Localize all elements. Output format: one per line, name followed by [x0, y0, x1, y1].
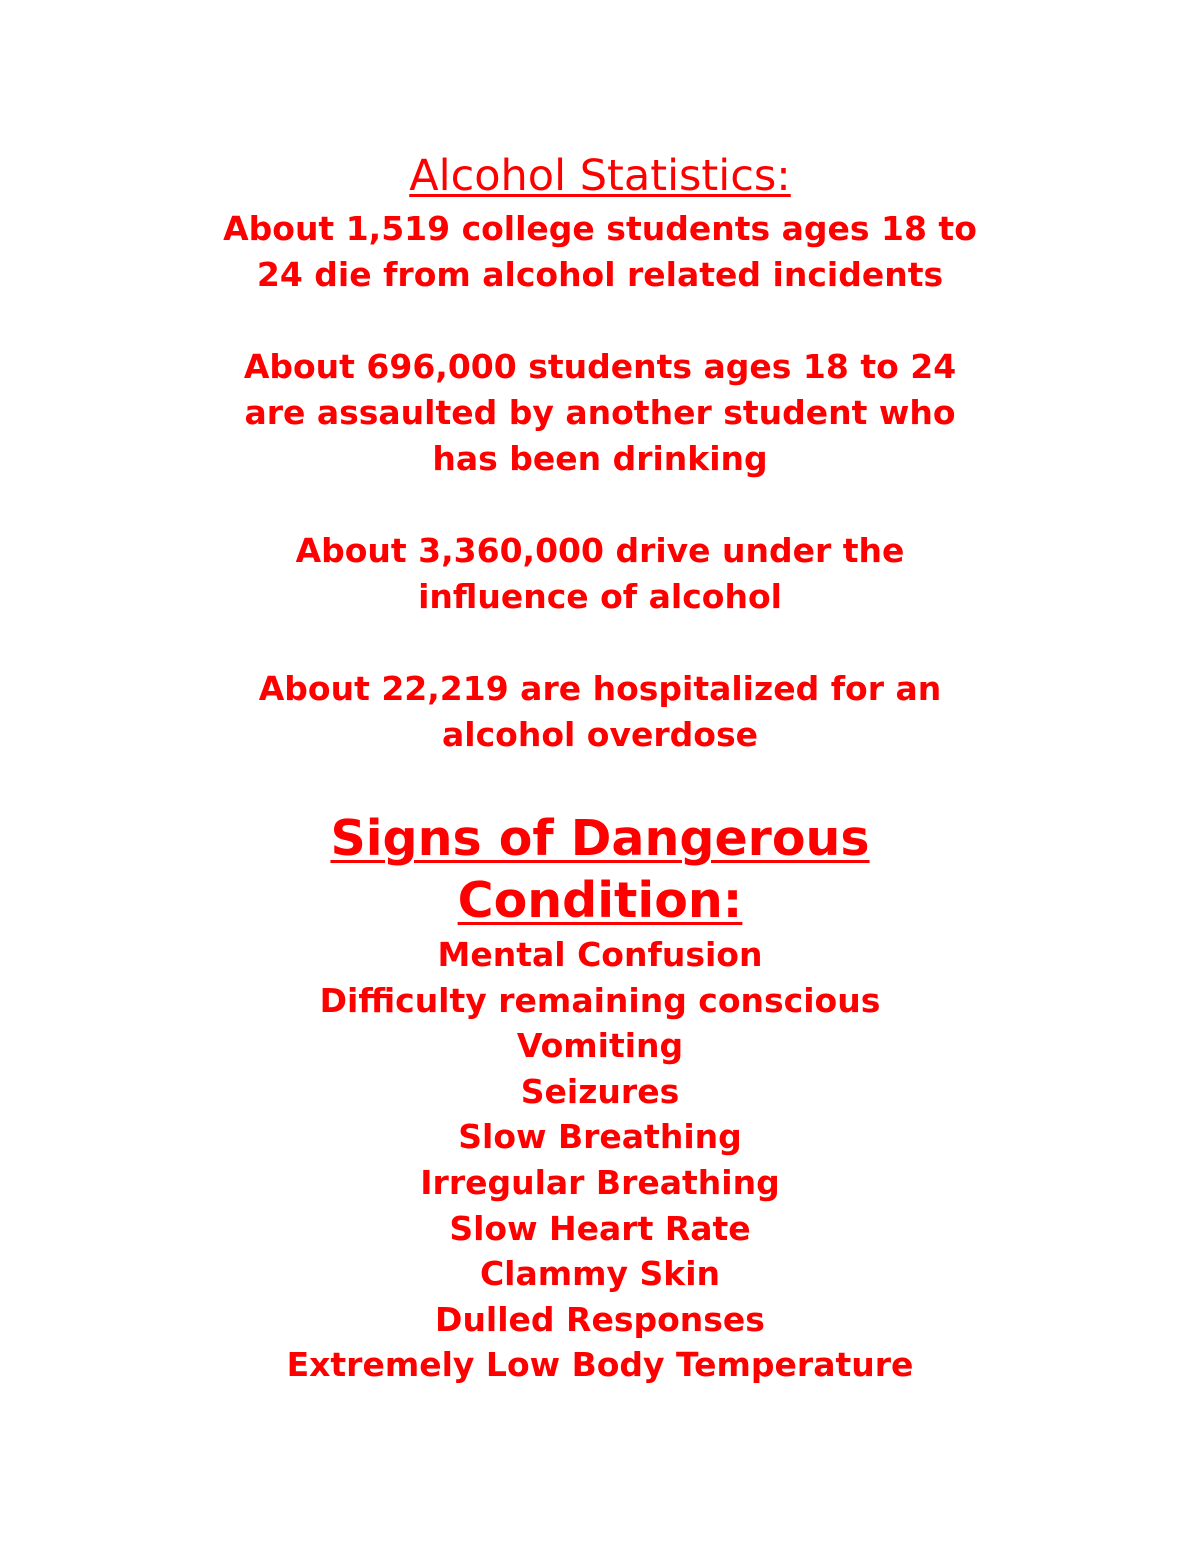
sign-item: Mental Confusion — [437, 935, 763, 974]
statistic-line: are assaulted by another student who — [244, 393, 956, 432]
heading-line: Condition: — [457, 872, 743, 929]
sign-item: Seizures — [520, 1071, 680, 1111]
sign-item: Vomiting — [516, 1026, 684, 1066]
sign-item: Clammy Skin — [479, 1254, 721, 1294]
statistic-line: About 3,360,000 drive under the — [295, 531, 905, 570]
statistic-line: About 1,519 college students ages 18 to — [223, 209, 977, 248]
flyer-content — [100, 146, 1100, 1388]
statistic-line: About 696,000 students ages 18 to 24 — [243, 347, 957, 386]
statistic-drunk-driving — [100, 528, 1100, 620]
signs-list — [100, 932, 1100, 1388]
statistic-line: About 22,219 are hospitalized for an — [258, 669, 942, 708]
sign-item: Dulled Responses — [435, 1299, 765, 1339]
statistic-line: has been drinking — [432, 439, 768, 478]
alcohol-statistics-heading: Alcohol Statistics: — [409, 151, 791, 201]
spacer — [100, 620, 1100, 666]
sign-item: Irregular Breathing — [420, 1162, 780, 1202]
statistic-line: influence of alcohol — [418, 577, 782, 616]
statistic-deaths — [100, 206, 1100, 298]
statistic-line: 24 die from alcohol related incidents — [256, 255, 944, 294]
sign-item: Difficulty remaining conscious — [319, 980, 881, 1020]
sign-item: Slow Breathing — [458, 1117, 742, 1157]
heading-line: Signs of Dangerous — [330, 810, 870, 867]
statistic-assaults — [100, 344, 1100, 482]
statistic-line: alcohol overdose — [442, 715, 758, 754]
sign-item: Slow Heart Rate — [449, 1208, 751, 1248]
sign-item: Extremely Low Body Temperature — [286, 1345, 914, 1385]
spacer — [100, 298, 1100, 344]
spacer — [100, 758, 1100, 808]
spacer — [100, 482, 1100, 528]
dangerous-signs-heading — [100, 808, 1100, 932]
statistic-hospitalized — [100, 666, 1100, 758]
